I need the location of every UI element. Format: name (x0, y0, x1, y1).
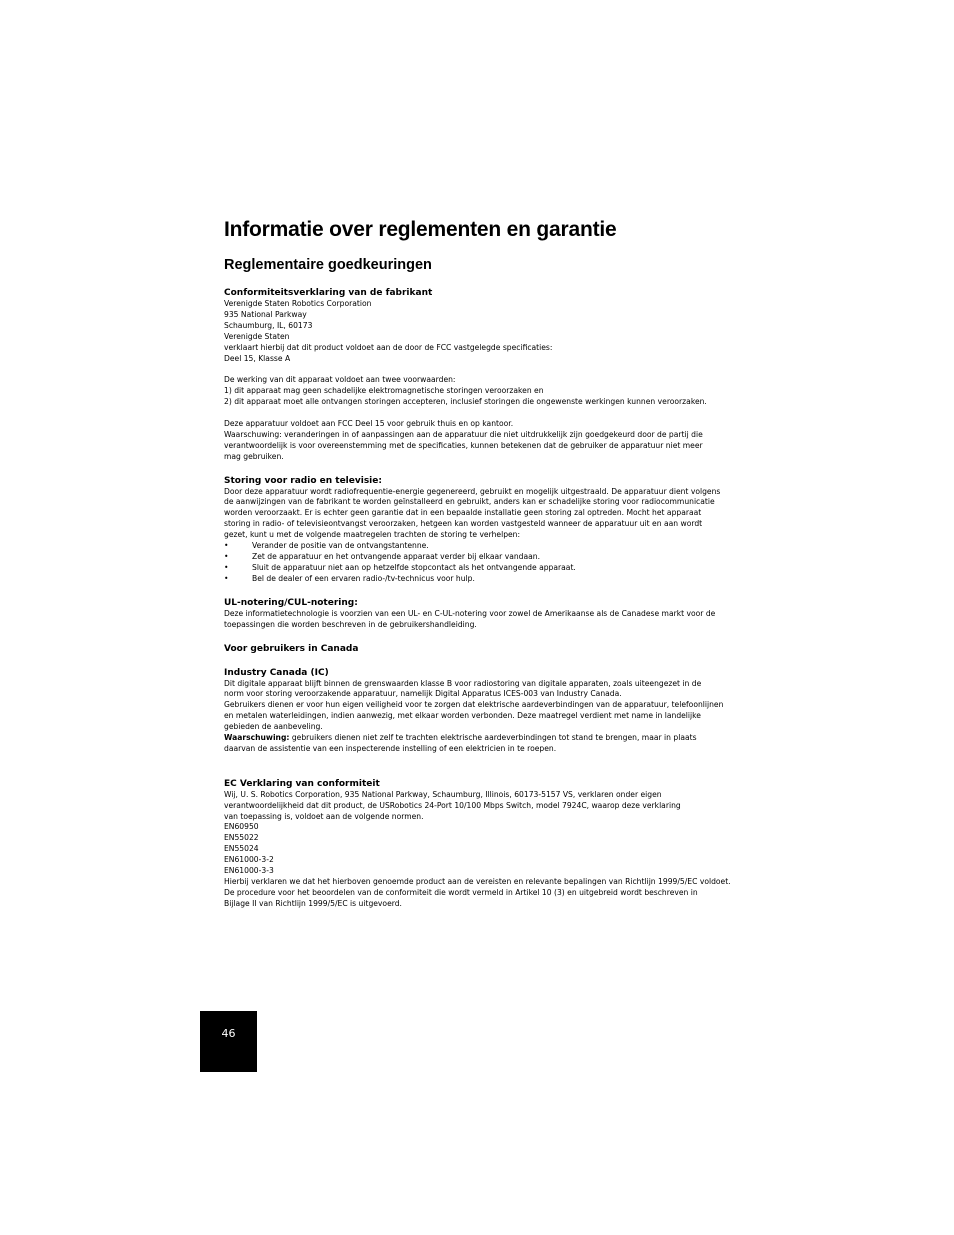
text-line: Deze informatietechnologie is voorzien van een UL- en C-UL-notering voor zowel de Amerikaanse als de Canadese markt voor de (224, 608, 716, 618)
canada-heading: Voor gebruikers in Canada (224, 643, 359, 654)
text-line: 935 National Parkway (224, 309, 307, 319)
text-line: en metalen waterleidingen, indien aanwezig, met elkaar worden verbonden. Deze maatregel verdient met name in landelijke (224, 711, 701, 721)
text-line: verklaart hierbij dat dit product voldoet aan de door de FCC vastgelegde specificaties: (224, 342, 553, 352)
radio-tv-heading: Storing voor radio en televisie: (224, 475, 382, 486)
standard-item: EN60950 (224, 822, 259, 832)
text-line: worden veroorzaakt. Er is echter geen garantie dat in een bepaalde installatie geen storing zal optreden. Mocht het apparaat (224, 508, 702, 518)
text-line: Hierbij verklaren we dat het hierboven genoemde product aan de vereisten en relevante bepalingen van Richtlijn 1999/5/EC voldoet. (224, 877, 731, 887)
text-line: 1) dit apparaat mag geen schadelijke elektromagnetische storingen veroorzaken en (224, 386, 544, 396)
warning-label: Waarschuwing: (224, 733, 290, 743)
text-line: verantwoordelijk is voor overeenstemming met de specificaties, kunnen betekenen dat de gebruiker de apparatuur niet meer (224, 440, 703, 450)
text-line: Waarschuwing: veranderingen in of aanpassingen aan de apparatuur die niet uitdrukkelijk zijn goedgekeurd door de partij die (224, 429, 703, 439)
text-line: de aanwijzingen van de fabrikant te worden geïnstalleerd en gebruikt, anders kan er schadelijke storing voor radiocommunicatie (224, 497, 715, 507)
ic-heading: Industry Canada (IC) (224, 667, 329, 678)
manufacturer-heading: Conformiteitsverklaring van de fabrikant (224, 288, 433, 298)
list-item: • Sluit de apparatuur niet aan op hetzelfde stopcontact als het ontvangende apparaat. (224, 562, 576, 572)
text-line: Wij, U. S. Robotics Corporation, 935 National Parkway, Schaumburg, Illinois, 60173-5157 VS, verklaren onder eigen (224, 789, 662, 799)
text-line: toepassingen die worden beschreven in de gebruikershandleiding. (224, 619, 477, 629)
text-line: gezet, kunt u met de volgende maatregelen trachten de storing te verhelpen: (224, 530, 521, 540)
list-item: • Verander de positie van de ontvangstantenne. (224, 541, 429, 551)
bullet-icon: • (224, 562, 229, 572)
text-line: Deze apparatuur voldoet aan FCC Deel 15 voor gebruik thuis en op kantoor. (224, 418, 514, 428)
text-line: mag gebruiken. (224, 451, 284, 461)
list-item: • Bel de dealer of een ervaren radio-/tv-technicus voor hulp. (224, 573, 475, 583)
text-line: De procedure voor het beoordelen van de conformiteit die wordt vermeld in Artikel 10 (3) en uitgebreid wordt beschreven in (224, 887, 698, 897)
section-subtitle: Reglementaire goedkeuringen (224, 257, 432, 273)
text-line: De werking van dit apparaat voldoet aan twee voorwaarden: (224, 375, 456, 385)
text-line: 2) dit apparaat moet alle ontvangen storingen accepteren, inclusief storingen die ongewenste werkingen kunnen veroorzaken. (224, 397, 707, 407)
warning-line: Waarschuwing: gebruikers dienen niet zelf te trachten elektrische aardeverbindingen tot stand te brengen, maar in plaats (224, 733, 697, 743)
ec-heading: EC Verklaring van conformiteit (224, 778, 380, 789)
bullet-icon: • (224, 541, 229, 551)
text-line: Schaumburg, IL, 60173 (224, 320, 313, 330)
text-line: van toepassing is, voldoet aan de volgende normen. (224, 811, 424, 821)
text-line: storing in radio- of televisieontvangst veroorzaken, hetgeen kan worden vastgesteld wanneer de apparatuur uit en aan wordt (224, 519, 703, 529)
standard-item: EN61000-3-3 (224, 866, 274, 876)
standard-item: EN61000-3-2 (224, 855, 274, 865)
page-number-box (200, 1011, 257, 1072)
bullet-icon: • (224, 552, 229, 561)
text-line: verantwoordelijkheid dat dit product, de USRobotics 24-Port 10/100 Mbps Switch, model 7924C, waarop deze verklaring (224, 800, 681, 810)
text-line: Door deze apparatuur wordt radiofrequentie-energie gegenereerd, gebruikt en mogelijk uitgestraald. De apparatuur dient volgens (224, 486, 721, 496)
ul-heading: UL-notering/CUL-notering: (224, 597, 358, 608)
page-number: 46 (221, 1027, 236, 1040)
text-line: Dit digitale apparaat blijft binnen de grenswaarden klasse B voor radiostoring van digitale apparaten, zoals uiteengezet in de (224, 678, 702, 688)
text-line: Deel 15, Klasse A (224, 353, 291, 363)
standard-item: EN55022 (224, 833, 259, 843)
page-title: Informatie over reglementen en garantie (224, 218, 617, 241)
bullet-icon: • (224, 573, 229, 583)
standard-item: EN55024 (224, 844, 259, 854)
text-line: Verenigde Staten (224, 331, 290, 341)
list-item: • Zet de apparatuur en het ontvangende apparaat verder bij elkaar vandaan. (224, 552, 541, 561)
text-line: daarvan de assistentie van een inspecterende instelling of een elektricien in te roepen. (224, 743, 557, 753)
text-line: gebieden de aanbeveling. (224, 722, 323, 732)
text-line: Gebruikers dienen er voor hun eigen veiligheid voor te zorgen dat elektrische aardeverbindingen van de apparatuur, telefoonlijnen (224, 700, 724, 710)
text-line: Verenigde Staten Robotics Corporation (224, 299, 372, 308)
text-line: norm voor storing veroorzakende apparatuur, namelijk Digital Apparatus ICES-003 van Industry Canada. (224, 689, 622, 699)
document-content (224, 216, 736, 910)
text-line: Bijlage II van Richtlijn 1999/5/EC is uitgevoerd. (224, 898, 402, 908)
